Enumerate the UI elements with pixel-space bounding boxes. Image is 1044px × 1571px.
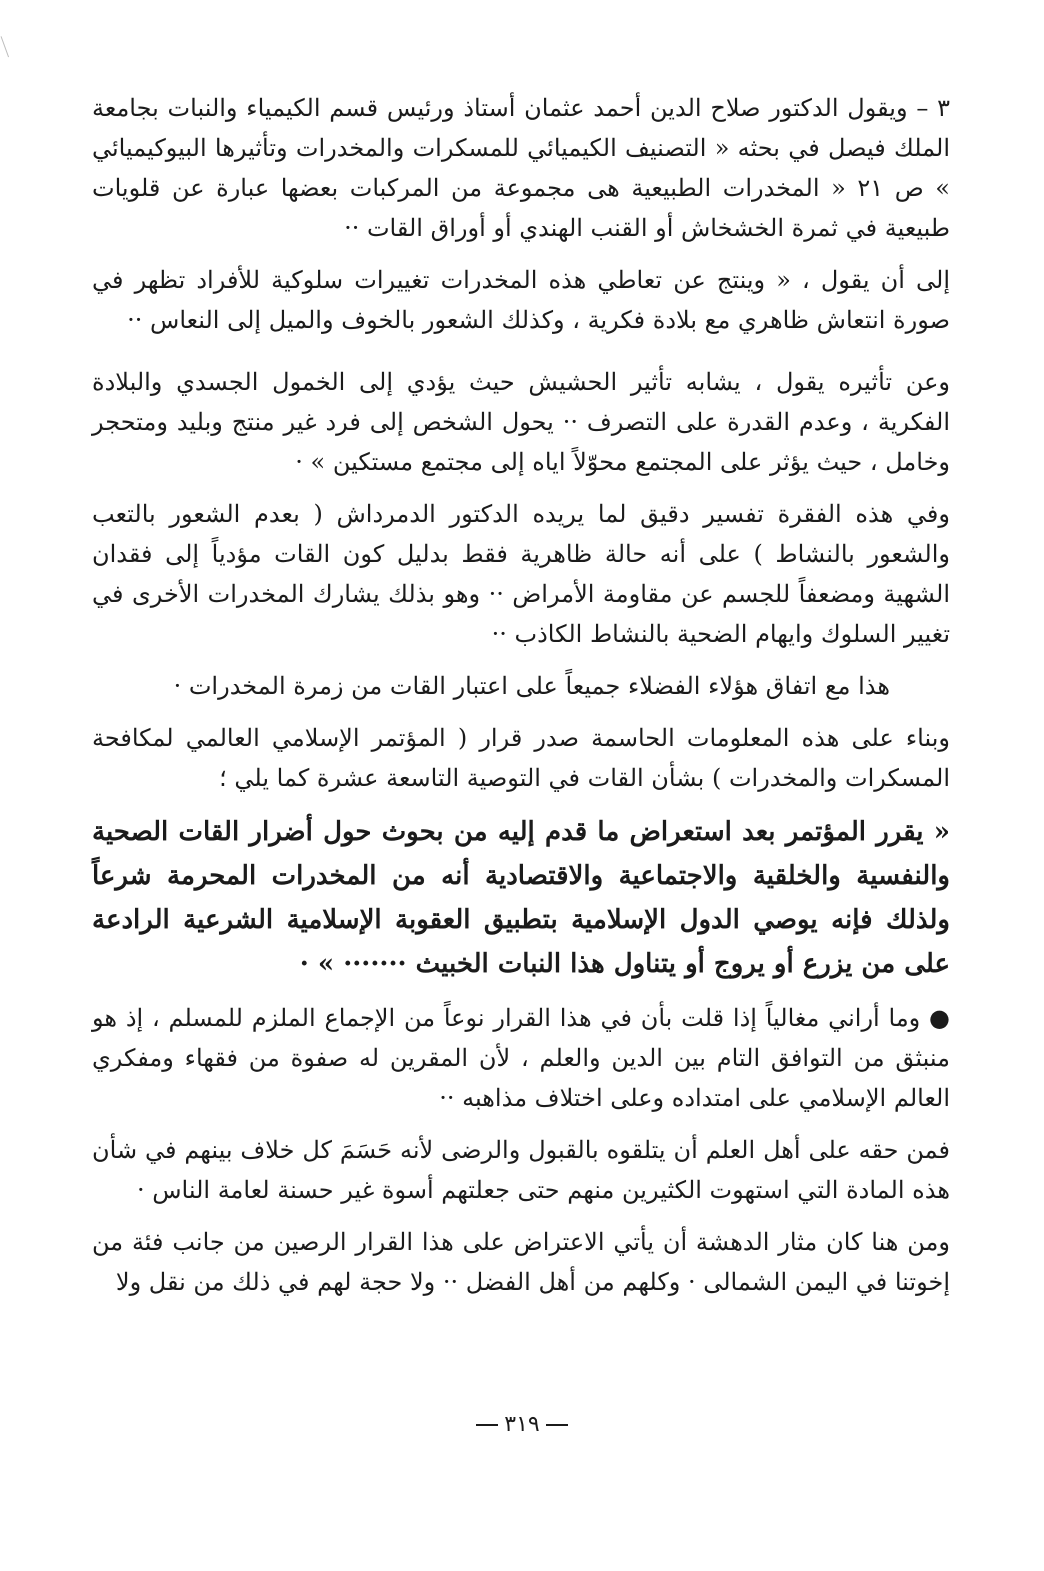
page-number-footer [0,1412,1044,1437]
page-number: ٣١٩ [504,1412,540,1437]
paragraph-behavioral-effects: إلى أن يقول ، « وينتج عن تعاطي هذه المخدرات تغييرات سلوكية للأفراد تظهر في صورة انتعاش ظاهري مع بلادة فكرية ، وكذلك الشعور بالخوف والميل إلى النعاس ·· [92,266,951,334]
paragraph-acceptance: فمن حقه على أهل العلم أن يتلقوه بالقبول والرضى لأنه حَسَمَ كل خلاف بينهم في شأن هذه المادة التي استهوت الكثيرين منهم حتى جعلتهم أسوة غير حسنة لعامة الناس · [92,1136,950,1204]
paragraph-conference-resolution: « يقرر المؤتمر بعد استعراض ما قدم إليه من بحوث حول أضرار القات الصحية والنفسية والخلقية والاجتماعية والاقتصادية أنه من المخدرات المحرمة شرعاً ولذلك فإنه يوصي الدول الإسلامية بتطبيق العقوبة الإسلامية الشرعية الرادعة على من يزرع أو يروج أو يتناول هذا النبات الخبيث ······· » · [92,817,950,979]
paragraph-quote-salah-uthman: ٣ – ويقول الدكتور صلاح الدين أحمد عثمان أستاذ ورئيس قسم الكيمياء والنبات بجامعة الملك فيصل في بحثه « التصنيف الكيميائي للمسكرات والمخدرات وتأثيرها البيوكيميائي » ص ٢١ « المخدرات الطبيعية هى مجموعة من المركبات بعضها عبارة عن قلويات طبيعية في ثمرة الخشخاش أو القنب الهندي أو أوراق القات ·· [92,94,950,242]
page-number-dash-left [476,1424,498,1426]
paragraph-hashish-comparison: وعن تأثيره يقول ، يشابه تأثير الحشيش حيث يؤدي إلى الخمول الجسدي والبلادة الفكرية ، وعدم القدرة على التصرف ·· يحول الشخص إلى فرد غير منتج وبليد ومتحجر وخامل ، حيث يؤثر على المجتمع محوّلاً اياه إلى مجتمع مستكين » · [92,368,950,476]
paragraph-consensus: هذا مع اتفاق هؤلاء الفضلاء جميعاً على اعتبار القات من زمرة المخدرات · [173,672,890,700]
margin-scan-mark [1,33,19,57]
paragraph-objection: ومن هنا كان مثار الدهشة أن يأتي الاعتراض على هذا القرار الرصين من جانب فئة من إخوتنا في اليمن الشمالى · وكلهم من أهل الفضل ·· ولا حجة لهم في ذلك من نقل ولا [92,1228,950,1296]
body-text [92,88,950,1314]
paragraph-conference-decision-intro: وبناء على هذه المعلومات الحاسمة صدر قرار ( المؤتمر الإسلامي العالمي لمكافحة المسكرات والمخدرات ) بشأن القات في التوصية التاسعة عشرة كما يلي ؛ [92,724,950,792]
page-number-dash-right [546,1424,568,1426]
paragraph-author-opinion: ● وما أراني مغالياً إذا قلت بأن في هذا القرار نوعاً من الإجماع الملزم للمسلم ، إذ هو منبثق من التوافق التام بين الدين والعلم ، لأن المقرين له صفوة من فقهاء ومفكري العالم الإسلامي على امتداده وعلى اختلاف مذاهبه ·· [92,1004,950,1112]
paragraph-interpretation: وفي هذه الفقرة تفسير دقيق لما يريده الدكتور الدمرداش ( بعدم الشعور بالتعب والشعور بالنشاط ) على أنه حالة ظاهرية فقط بدليل كون القات مؤدياً إلى فقدان الشهية ومضعفاً للجسم عن مقاومة الأمراض ·· وهو بذلك يشارك المخدرات الأخرى في تغيير السلوك وايهام الضحية بالنشاط الكاذب ·· [92,500,950,648]
